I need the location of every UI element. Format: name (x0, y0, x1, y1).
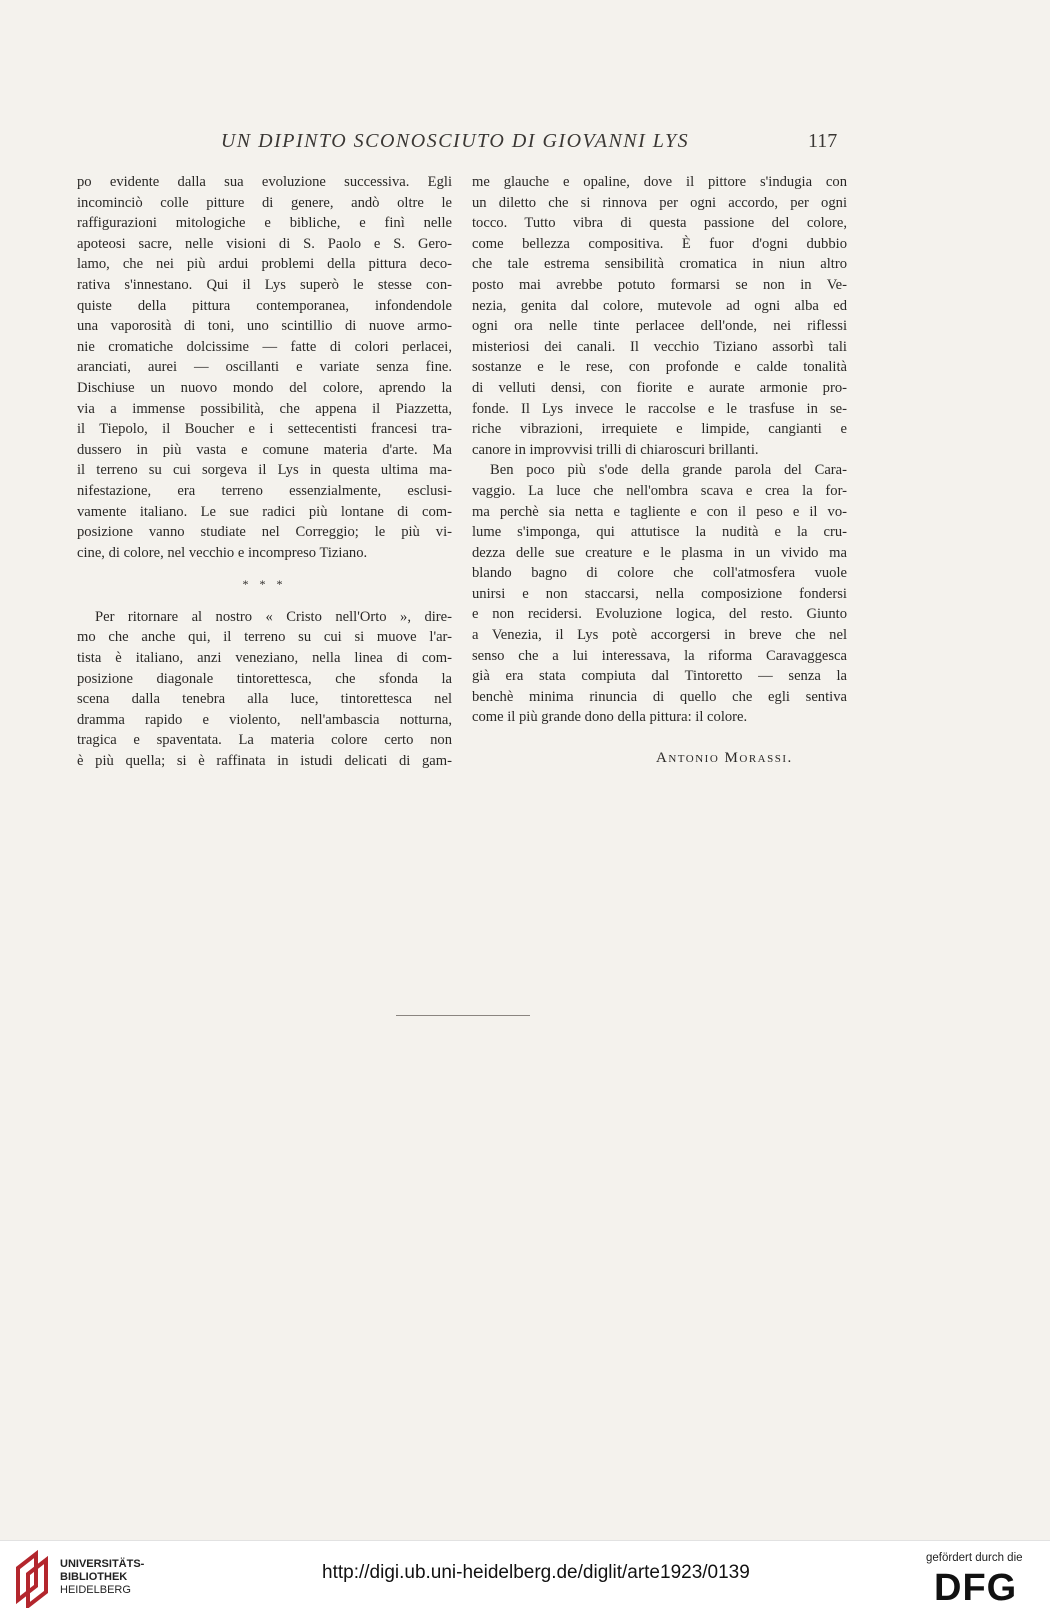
text-line: riche vibrazioni, irrequiete e limpide, cangianti e (472, 421, 847, 438)
text-line: fonde. Il Lys invece le raccolse e le trasfuse in se- (472, 400, 847, 417)
text-line: a Venezia, il Lys potè accorgersi in breve che nel (472, 627, 847, 644)
text-line: aranciati, aurei — oscillanti e variate senza fine. (77, 359, 452, 376)
library-logo-icon (14, 1548, 52, 1608)
text-line: ma perchè sia netta e tagliente e con il peso e il vo- (472, 503, 847, 520)
text-line: mo che anche qui, il terreno su cui si muove l'ar- (77, 629, 452, 646)
text-line: nezia, genita dal colore, mutevole ad ogni alba ed (472, 297, 847, 314)
text-line: già era stata compiuta dal Tintoretto — senza la (472, 668, 847, 685)
text-line: Ben poco più s'ode della grande parola del Cara- (490, 462, 847, 479)
text-line: apoteosi sacre, nelle visioni di S. Paolo e S. Gero- (77, 235, 452, 252)
text-line: quiste della pittura contemporanea, infondendole (77, 297, 452, 314)
text-line: me glauche e opaline, dove il pittore s'indugia con (472, 174, 847, 190)
text-line: è più quella; si è raffinata in istudi delicati di gam- (77, 753, 452, 770)
author-signature: Antonio Morassi. (656, 750, 793, 766)
text-line: che tale estrema sensibilità cromatica in niun altro (472, 256, 847, 273)
text-line: canore in improvvisi trilli di chiaroscuri brillanti. (472, 441, 759, 458)
left-paragraph-1 (77, 172, 452, 563)
text-line: una vaporosità di toni, uno scintillio di nuove armo- (77, 318, 452, 335)
right-paragraph-2 (472, 460, 847, 728)
text-line: unirsi e non staccarsi, nella composizione fondersi (472, 585, 847, 602)
left-column (77, 172, 452, 772)
text-line: vamente italiano. Le sue radici più lontane di com- (77, 503, 452, 520)
text-line: tocco. Tutto vibra di questa passione del colore, (472, 215, 847, 232)
text-line: posizione diagonale tintorettesca, che sfonda la (77, 670, 452, 687)
text-line: dramma rapido e violento, nell'ambascia notturna, (77, 711, 452, 728)
text-line: nie cromatiche dolcissime — fatte di colori perlacei, (77, 338, 452, 355)
dfg-logo: DFG (934, 1567, 1018, 1609)
text-line: rativa s'innestano. Qui il Lys superò le stesse con- (77, 276, 452, 293)
text-line: benchè minima rinuncia di quello che egli sentiva (472, 688, 847, 705)
text-line: come il più grande dono della pittura: il colore. (472, 709, 748, 726)
library-name-line: UNIVERSITÄTS- (60, 1558, 145, 1570)
text-line: e non recidersi. Evoluzione logica, del resto. Giunto (472, 606, 847, 623)
text-line: blando bagno di colore che coll'atmosfera vuole (472, 565, 847, 582)
text-line: posizione vanno studiate nel Correggio; le più vi- (77, 524, 452, 541)
text-line: il terreno su cui sorgeva il Lys in questa ultima ma- (77, 462, 452, 479)
library-name-line: BIBLIOTHEK (60, 1571, 128, 1583)
text-line: un diletto che si rinnova per ogni accordo, per ogni (472, 194, 847, 211)
text-line: come bellezza compositiva. È fuor d'ogni dubbio (472, 235, 847, 252)
text-line: posto mai avrebbe potuto formarsi se non in Ve- (472, 276, 847, 293)
right-column (472, 172, 847, 728)
library-name (60, 1558, 144, 1597)
text-line: nifestazione, era terreno essenzialmente, esclusi- (77, 482, 452, 499)
section-separator: * * * (242, 577, 287, 592)
text-line: Per ritornare al nostro « Cristo nell'Orto », dire- (95, 608, 452, 625)
text-line: incominciò colle pitture di genere, andò oltre le (77, 194, 452, 211)
text-line: il Tiepolo, il Boucher e i settecentisti francesi tra- (77, 421, 452, 438)
text-line: sostanze e le rese, con profonde e calde tonalità (472, 359, 847, 376)
text-line: via a immense possibilità, che appena il Piazzetta, (77, 400, 452, 417)
text-line: tista è italiano, anzi veneziano, nella linea di com- (77, 650, 452, 667)
text-line: po evidente dalla sua evoluzione successiva. Egli (77, 174, 452, 190)
running-title: UN DIPINTO SCONOSCIUTO DI GIOVANNI LYS (220, 130, 690, 152)
page-number: 117 (808, 130, 838, 152)
text-line: ogni ora nelle tinte perlacee dell'onde, nei riflessi (472, 318, 847, 335)
text-line: misteriosi dei canali. Il vecchio Tiziano assorbì tali (472, 338, 847, 355)
text-line: scena dalla tenebra alla luce, tintorettesca nel (77, 691, 452, 708)
library-name-line: HEIDELBERG (60, 1584, 131, 1596)
text-line: Dischiuse un nuovo mondo del colore, aprendo la (77, 379, 452, 396)
text-line: lamo, che nei più ardui problemi della pittura deco- (77, 256, 452, 273)
funded-by-text: gefördert durch die (926, 1552, 1023, 1564)
text-line: tragica e spaventata. La materia colore certo non (77, 732, 452, 749)
permalink-url[interactable]: http://digi.ub.uni-heidelberg.de/diglit/arte1923/0139 (322, 1562, 750, 1583)
text-line: vaggio. La luce che nell'ombra scava e crea la for- (472, 482, 847, 499)
text-line: dezza delle sue creature e le plasma in un vivido ma (472, 544, 847, 561)
text-line: di velluti densi, con fiorite e aurate armonie pro- (472, 379, 847, 396)
right-paragraph-1 (472, 172, 847, 460)
text-line: senso che a lui interessava, la riforma Caravaggesca (472, 647, 847, 664)
end-rule (396, 1015, 530, 1016)
text-line: cine, di colore, nel vecchio e incompreso Tiziano. (77, 544, 368, 561)
left-paragraph-2 (77, 607, 452, 772)
text-line: lume s'imponga, qui attutisce la nudità e la cru- (472, 524, 847, 541)
text-line: raffigurazioni mitologiche e bibliche, e finì nelle (77, 215, 452, 232)
text-line: dussero in più vasta e comune materia d'arte. Ma (77, 441, 452, 458)
